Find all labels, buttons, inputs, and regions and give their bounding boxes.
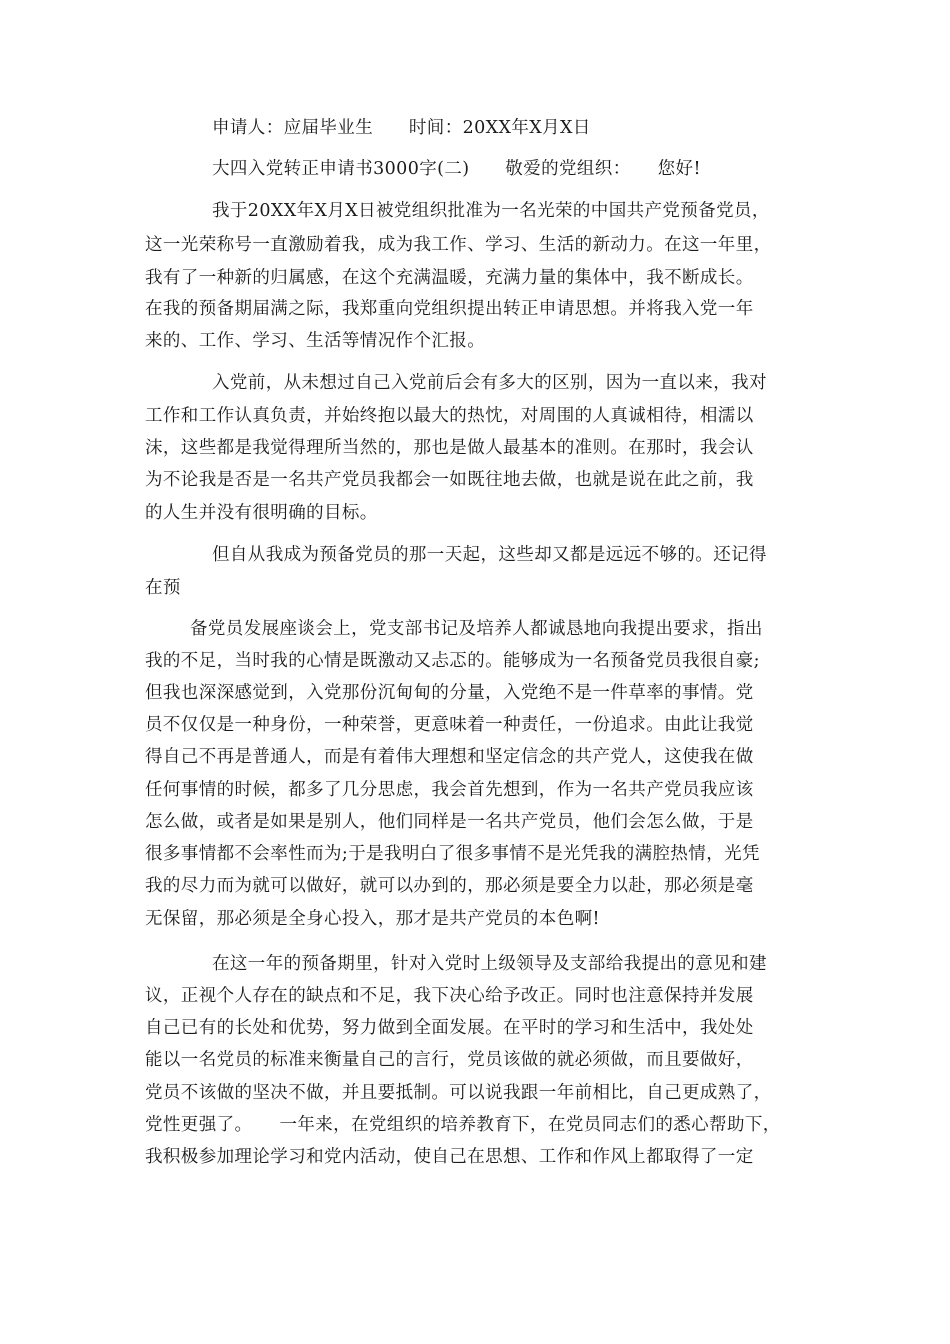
paragraph-5-line-2: 议，正视个人存在的缺点和不足，我下决心给予改正。同时也注意保持并发展 [145, 986, 754, 1006]
paragraph-1-line-2: 这一光荣称号一直激励着我，成为我工作、学习、生活的新动力。在这一年里， [145, 235, 772, 255]
paragraph-3-line-2: 在预 [145, 578, 181, 598]
paragraph-1-line-1: 我于20XX年X月X日被党组织批准为一名光荣的中国共产党预备党员， [212, 201, 770, 221]
paragraph-5-line-4: 能以一名党员的标准来衡量自己的言行，党员该做的就必须做，而且要做好， [145, 1050, 754, 1070]
paragraph-1-line-5: 来的、工作、学习、生活等情况作个汇报。 [145, 331, 486, 351]
title-line: 大四入党转正申请书3000字(二) 敬爱的党组织： 您好! [212, 159, 701, 179]
paragraph-1-line-3: 我有了一种新的归属感，在这个充满温暖，充满力量的集体中，我不断成长。 [145, 268, 754, 288]
paragraph-2-line-3: 沫，这些都是我觉得理所当然的，那也是做人最基本的准则。在那时，我会认 [145, 438, 754, 458]
paragraph-4-line-5: 得自己不再是普通人，而是有着伟大理想和坚定信念的共产党人，这使我在做 [145, 747, 754, 767]
paragraph-5-line-3: 自己已有的长处和优势，努力做到全面发展。在平时的学习和生活中，我处处 [145, 1018, 754, 1038]
paragraph-5-line-1: 在这一年的预备期里，针对入党时上级领导及支部给我提出的意见和建 [212, 954, 767, 974]
paragraph-5-line-6: 党性更强了。 一年来，在党组织的培养教育下，在党员同志们的悉心帮助下， [145, 1115, 781, 1135]
paragraph-3-line-1: 但自从我成为预备党员的那一天起，这些却又都是远远不够的。还记得 [212, 545, 767, 565]
paragraph-2-line-1: 入党前，从未想过自己入党前后会有多大的区别，因为一直以来，我对 [212, 373, 767, 393]
paragraph-4-line-7: 怎么做，或者是如果是别人，他们同样是一名共产党员，他们会怎么做，于是 [145, 812, 754, 832]
paragraph-5-line-7: 我积极参加理论学习和党内活动，使自己在思想、工作和作风上都取得了一定 [145, 1147, 754, 1167]
paragraph-4-line-10: 无保留，那必须是全身心投入，那才是共产党员的本色啊! [145, 909, 600, 929]
paragraph-4-line-9: 我的尽力而为就可以做好，就可以办到的，那必须是要全力以赴，那必须是毫 [145, 876, 754, 896]
paragraph-4-line-8: 很多事情都不会率性而为;于是我明白了很多事情不是光凭我的满腔热情，光凭 [145, 844, 760, 864]
paragraph-2-line-4: 为不论我是否是一名共产党员我都会一如既往地去做，也就是说在此之前，我 [145, 470, 754, 490]
paragraph-4-line-3: 但我也深深感觉到，入党那份沉甸甸的分量，入党绝不是一件草率的事情。党 [145, 683, 754, 703]
paragraph-4-line-2: 我的不足，当时我的心情是既激动又忐忑的。能够成为一名预备党员我很自豪; [145, 651, 760, 671]
paragraph-4-line-4: 员不仅仅是一种身份，一种荣誉，更意味着一种责任，一份追求。由此让我觉 [145, 715, 754, 735]
paragraph-2-line-5: 的人生并没有很明确的目标。 [145, 503, 378, 523]
paragraph-4-line-6: 任何事情的时候，都多了几分思虑，我会首先想到，作为一名共产党员我应该 [145, 780, 754, 800]
paragraph-4-line-1: 备党员发展座谈会上，党支部书记及培养人都诚恳地向我提出要求，指出 [190, 619, 763, 639]
applicant-line: 申请人：应届毕业生 时间：20XX年X月X日 [212, 118, 591, 138]
paragraph-1-line-4: 在我的预备期届满之际，我郑重向党组织提出转正申请思想。并将我入党一年 [145, 299, 754, 319]
paragraph-2-line-2: 工作和工作认真负责，并始终抱以最大的热忱，对周围的人真诚相待，相濡以 [145, 406, 754, 426]
paragraph-5-line-5: 党员不该做的坚决不做，并且要抵制。可以说我跟一年前相比，自己更成熟了， [145, 1083, 772, 1103]
